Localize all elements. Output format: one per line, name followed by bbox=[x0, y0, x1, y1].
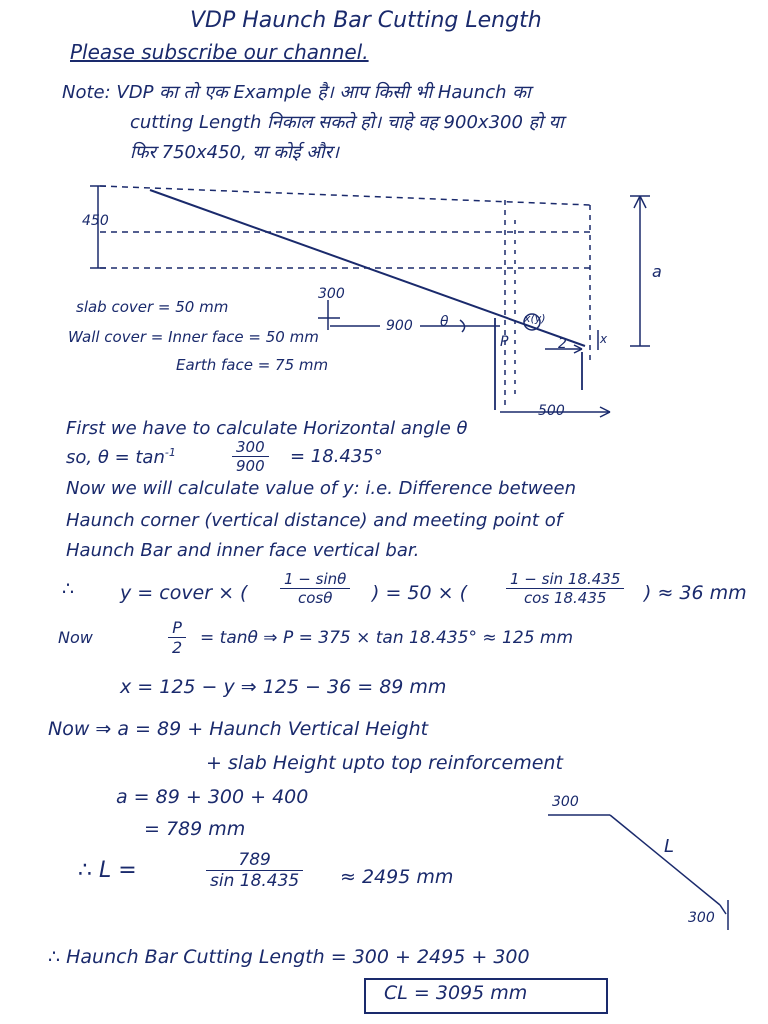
p-fraction: $\frac{P}{2}$ bbox=[168, 618, 186, 657]
sketch-top-label: 300 bbox=[552, 794, 579, 810]
sketch-L-line bbox=[610, 815, 720, 905]
y-therefore: ∴ bbox=[62, 578, 75, 600]
final-line: ∴ Haunch Bar Cutting Length = 300 + 2495 + 300 bbox=[48, 946, 530, 968]
x-label: x bbox=[600, 332, 608, 346]
L-fraction: $\frac{789}{\sin 18.435}$ bbox=[206, 850, 303, 891]
y-eq-lhs: y = cover × ( bbox=[120, 582, 248, 604]
wall-cover: Wall cover = Inner face = 50 mm bbox=[68, 328, 319, 346]
dim-300-label: 300 bbox=[318, 286, 345, 302]
a-line-1: Now ⇒ a = 89 + Haunch Vertical Height bbox=[48, 718, 429, 740]
y-result: ) ≈ 36 mm bbox=[644, 582, 747, 604]
p-label: P bbox=[500, 334, 509, 350]
theta-label: θ bbox=[440, 314, 449, 330]
p-now: Now bbox=[58, 628, 93, 647]
a-line-2: + slab Height upto top reinforcement bbox=[206, 752, 563, 774]
subscribe-text: Please subscribe our channel. bbox=[70, 40, 369, 64]
L-result: ≈ 2495 mm bbox=[340, 866, 454, 888]
step-1: First we have to calculate Horizontal angle θ bbox=[66, 418, 468, 439]
step-3: Now we will calculate value of y: i.e. Difference between bbox=[66, 478, 576, 499]
y-fraction-1: $\frac{1 - \sin\theta}{\cos\theta}$ bbox=[280, 570, 350, 607]
slab-cover: slab cover = 50 mm bbox=[76, 298, 229, 316]
note-line-2: cutting Length निकाल सकते हो। चाहे वह 900x300 हो या bbox=[130, 112, 564, 133]
theta-fraction: $\frac{300}{900}$ bbox=[232, 438, 269, 475]
note-line-3: फिर 750x450, या कोई और। bbox=[130, 142, 339, 163]
page-title: VDP Haunch Bar Cutting Length bbox=[190, 8, 542, 33]
two-label: 2 bbox=[558, 336, 567, 352]
theta-eq-prefix: so, $\theta = \tan^{-1}$ bbox=[66, 446, 176, 468]
dim-900-label: 900 bbox=[386, 318, 413, 334]
step-4: Haunch corner (vertical distance) and meeting point of bbox=[66, 510, 563, 531]
a-line-4: = 789 mm bbox=[144, 818, 246, 840]
cl-result: CL = 3095 mm bbox=[384, 982, 528, 1004]
sketch-L-label: L bbox=[664, 836, 675, 857]
note-line-1: Note: VDP का तो एक Example है। आप किसी भी Haunch का bbox=[62, 82, 531, 103]
top-dashed-line bbox=[100, 186, 590, 205]
theta-result: = 18.435° bbox=[290, 446, 383, 467]
a-label: a bbox=[652, 262, 662, 281]
dim-500-label: 500 bbox=[538, 403, 565, 419]
y-fraction-2: $\frac{1 - \sin 18.435}{\cos 18.435}$ bbox=[506, 570, 624, 607]
p-equation: = tanθ ⇒ P = 375 × tan 18.435° ≈ 125 mm bbox=[200, 628, 574, 648]
earth-face: Earth face = 75 mm bbox=[176, 356, 329, 374]
y-eq-mid: ) = 50 × ( bbox=[372, 582, 467, 604]
xy-label: x(y) bbox=[524, 312, 546, 325]
step-5: Haunch Bar and inner face vertical bar. bbox=[66, 540, 420, 561]
a-line-3: a = 89 + 300 + 400 bbox=[116, 786, 309, 808]
L-lhs: ∴ L = bbox=[78, 858, 137, 883]
dim-450-label: 450 bbox=[82, 213, 109, 229]
sketch-bottom-label: 300 bbox=[688, 910, 715, 926]
x-equation: x = 125 − y ⇒ 125 − 36 = 89 mm bbox=[120, 676, 447, 698]
